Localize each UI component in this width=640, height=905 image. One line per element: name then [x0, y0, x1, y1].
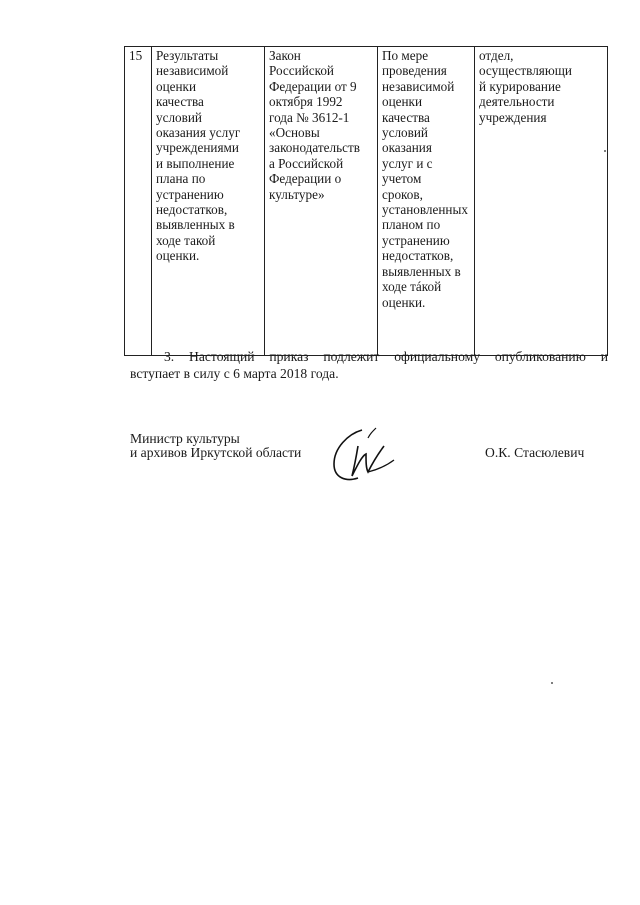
signer-name: О.К. Стасюлевич — [485, 445, 585, 460]
scan-speck — [551, 682, 553, 684]
scan-speck — [604, 150, 606, 152]
handwritten-signature — [328, 424, 398, 488]
order-paragraph — [130, 348, 608, 382]
responsible-cell: отдел, осуществляющи й курирование деятельности учреждения — [475, 47, 608, 356]
paragraph-line-2: вступает в силу с 6 марта 2018 года. — [130, 366, 339, 381]
paragraph-line-1: 3. Настоящий приказ подлежит официальному опубликованию и — [164, 349, 608, 364]
legal-basis-cell: Закон Российской Федерации от 9 октября 1992 года № 3612-1 «Основы законодательств а Российской Федерации о культуре» — [265, 47, 378, 356]
signer-position: Министр культуры и архивов Иркутской области — [130, 431, 302, 460]
activity-table — [124, 46, 608, 356]
table-row — [125, 47, 608, 356]
result-name-cell: Результаты независимой оценки качества условий оказания услуг учреждениями и выполнение плана по устранению недостатков, выявленных в ходе такой оценки. — [152, 47, 265, 356]
deadline-cell: По мере проведения независимой оценки качества условий оказания услуг и с учетом сроков, установленных планом по устранению недостатков, выявленных в ходе тáкой оценки. — [378, 47, 475, 356]
row-number: 15 — [125, 47, 152, 356]
